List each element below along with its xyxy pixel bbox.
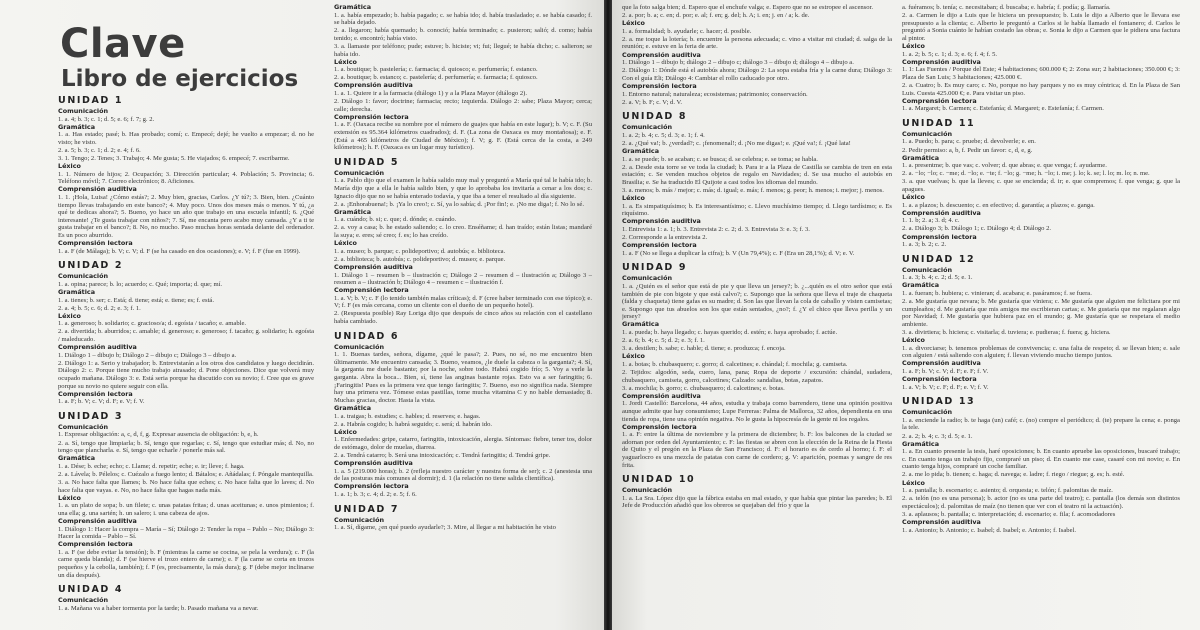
answer-line: 1. a. F (No se llega a duplicar la cifra); b. V (Un 79,4%); c. F (Era un 28,1%); d. V; e. V. (622, 249, 855, 257)
answer-line: 1. Enfermedades: gripe, catarro, faringitis, intoxicación, alergia. Síntomas: fiebre, tener tos, dolor de estómago, dolor de muelas, diarrea. (334, 436, 592, 451)
section-heading: Léxico (58, 162, 81, 171)
answer-line: 1. a. formalidad; b. ayudarle; c. hacer; d. posible. (622, 27, 752, 35)
answer-line: 1. a. cuándo; b. si; c. que; d. dónde; e. cuándo. (334, 216, 457, 224)
answer-line: 1. Entrevista 1: a. 1; b. 3. Entrevista 2: c. 2; d. 3. Entrevista 3: e. 3; f. 3. (622, 225, 810, 233)
answer-line: 3. a. menos; b. más / mejor; c. más; d. igual; e. más; f. menos; g. peor; h. menos; i. mejor; j. menos. (622, 186, 884, 194)
section-heading: Comprensión lectora (622, 81, 697, 90)
answer-line: 1. a. enciende la radio; b. te haga (un) café; c. (no) compre el periódico; d. (te) prepare la cena; e. ponga la tele. (902, 416, 1180, 432)
section-heading: Gramática (58, 454, 96, 463)
answer-line: 1. a. Antonio; b. Antonio; c. Isabel; d. Isabel; e. Antonio; f. Isabel. (902, 526, 1076, 534)
section-heading: Comprensión auditiva (622, 391, 701, 400)
answer-line: 2. a. me toque la lotería; b. encuentre la persona adecuada; c. vino a visitar mi ciudad; d. salga de la reunión; e. estuve en la feria de arte. (622, 35, 892, 51)
answer-line: 2. a. telón (no es una persona); b. actor (no es una parte del teatro); c. pantalla (los demás son distintos espectáculos); d. palomitas de maíz (no tienen que ver con el teatro ni la actuación). (902, 495, 1180, 510)
answer-line: 2. a. Me gustaría que nevara; b. Me gustaría que viniera; c. Me gustaría que alguien me felicitara por mi cumpleaños; d. Me gustaría que mis amigos me escribieran cartas; e. Me gustaría que me regalaran algo por Navidad; f. Me gustaría que hubiera paz en el mundo; g. Me gustaría que se respetara el medio ambiente. (902, 298, 1180, 328)
answer-line: 1. a. 2; b. 5; c. 1; d. 3; e. 6; f. 4; f. 5. (902, 50, 998, 58)
section-heading: Léxico (334, 427, 357, 436)
answer-line: 1. 1: Las Fuentes / Porque del Este; 4 habitaciones; 600.000 €; 2: Zona sur; 2 habitaciones; 350.000 €; 3: Plaza de San Luis; 3 habitaciones; 425.000 €. (902, 66, 1180, 81)
section-heading: Comunicación (622, 274, 673, 283)
section-heading: Léxico (902, 193, 925, 202)
answer-line: 2. a. ¿Qué va!; b. ¿verdad?; c. ¡fenomenal!; d. ¡No me digas!; e. ¡Qué va!; f. ¡Qué lata! (622, 139, 851, 147)
section-heading: Léxico (58, 311, 81, 320)
section-heading: Comunicación (334, 342, 385, 351)
answer-line: 2. a. 5; b. 3; c. 1; d. 2; e. 4; f. 6. (58, 146, 141, 154)
answer-line: 2. Pedir permiso: a, b, f. Pedir un favor: c, d, e, g. (902, 146, 1033, 154)
answer-line: 2. a. Cuatro; b. Es muy caro; c. No, porque no hay parques y no es muy céntrica; d. En la Plaza de San Luis. Cuesta 425.000 €; e. Para visitar un piso. (902, 81, 1180, 97)
answer-line: 1. a. Puedo; b. para; c. pruebe; d. devolverle; e. en. (902, 138, 1036, 146)
section-heading: Comunicación (622, 486, 673, 495)
section-heading: Comprensión auditiva (58, 185, 137, 194)
answer-line: 2. a. boutique; b. estanco; c. pastelería; d. perfumería; e. farmacia; f. quiosco. (334, 74, 538, 82)
section-heading: Comprensión auditiva (334, 262, 413, 271)
answer-line: 1. a. F: entre la última de noviembre y la primera de diciembre; b. F: los balcones de la ciudad se adornan por orden del Ayuntamiento; c. F: las fiestas se abren con la elección de la Reina de la Fiesta de Quito y el pregón en la Plaza de San Francisco; d. F: el horario es de cerdo al horno; f. F: el yaguarlocro es una mezcla de patatas con carne de cordero; g. V: aparición, poemas y sangre de res frita. (622, 431, 892, 469)
section-heading: Comprensión auditiva (902, 208, 981, 217)
answer-line: 1. Expresar obligación: a, c, d, f, g. Expresar ausencia de obligación: b, e, h. (58, 431, 259, 439)
section-heading: Comunicación (58, 596, 109, 605)
answer-line: 1. a. divorciarse; b. tenemos problemas de convivencia; c. una falta de respeto; d. se llevan bien; e. sale con alguien / está saliendo con alguien; f. llevan viviendo mucho tiempo juntos. (902, 344, 1180, 360)
section-heading: Comprensión lectora (58, 540, 133, 549)
unit-heading: UNIDAD 12 (902, 253, 976, 265)
section-heading: Comprensión lectora (334, 482, 409, 491)
answer-line: 2. a. 4; b. 5; c. 6; d. 2; e. 3; f. 1. (58, 304, 141, 312)
unit-heading: UNIDAD 10 (622, 474, 696, 486)
section-heading: Gramática (334, 207, 372, 216)
section-heading: Comprensión lectora (902, 375, 977, 384)
answer-line: 1. a. fueran; b. hubiera; c. vinieran; d. acabara; e. pasáramos; f. se fuera. (902, 290, 1092, 297)
answer-line: 2. Corresponde a la entrevista 2. (622, 234, 708, 242)
section-heading: Comprensión lectora (902, 232, 977, 241)
answer-line: 1. Jordi Castelló: Barcelona, 44 años, estudia y trabaja como barrendero, tiene una opinión positiva aunque admite que hay consumismo; Lupe Ferreras: Palma de Mallorca, 32 años, dependienta en una tienda de ropa, tiene una opinión negativa. No le gusta la hipocresía de la gente ni los regalos. (622, 400, 892, 423)
section-heading: Gramática (902, 281, 940, 290)
unit-heading: UNIDAD 6 (334, 330, 400, 342)
answer-line: 1. a. generoso; b. solidario; c. gracioso/a; d. egoísta / tacaño; e. amable. (58, 320, 247, 328)
answer-line: 1. a. un plato de sopa; b. un filete; c. unas patatas fritas; d. unas aceitunas; e. unos pimientos; f. una ella; g. una sartén; h. un salero; i. una cabeza de ajos. (58, 502, 314, 517)
section-heading: Comunicación (334, 515, 385, 524)
answer-line: 1. a. Margaret; b. Carmen; c. Estefanía; d. Margaret; e. Estefanía; f. Carmen. (902, 105, 1104, 113)
answer-line: 2. Diálogo 1: Dónde está el autobús ahora; Diálogo 2: La sopa estaba fría y la carne dura; Diálogo 3: Con el guía Eli; Diálogo 4: Cambiar el rollo caducado por otro. (622, 67, 892, 82)
answer-line: 1. a. Sí, dígame, ¿en qué puedo ayudarle?; 3. Mire, al llegar a mi habitación he visto (334, 524, 556, 532)
answer-line: 1. a. Has estado; pasé; b. Has probado; comí; c. Empecé; dejé; he vuelto a empezar; d. no he visto; he visto. (58, 131, 314, 146)
answer-line: 1. 1. Número de hijos; 2. Ocupación; 3. Dirección particular; 4. Población; 5. Provincia; 6. Teléfono móvil; 7. Correo electrónico; 8. Aficiones. (58, 170, 314, 186)
answer-line: 1. a. La Sra. López dijo que la fábrica estaba en mal estado, y que había que pintar las paredes; b. El Jefe de Producción añadió que los obreros se quejaban del frío y que la (622, 494, 892, 510)
answer-line: 2. a. voy a casa; b. he estado saliendo; c. lo creo. Enséñame; d. han traído; están listas; mandaré la suya; e. eres; sé creo; f. es; lo has creído. (334, 224, 592, 240)
section-heading: Comunicación (902, 129, 953, 138)
answer-line: 1. a. tienes; b. ser; c. Está; d. tiene; está; e. tiene; es; f. está. (58, 296, 214, 304)
section-heading: Comprensión auditiva (622, 217, 701, 226)
answer-line: 2. a. −lo; −lo; c. −me; d. −lo; e. −te; f. −lo; g. −me; h. −lo; i. me; j. lo; k. se; l. lo; m. lo; n. me. (902, 170, 1150, 178)
book-gutter (604, 0, 612, 630)
answer-line: 3. a. mochila; b. gorro; c. chubasquero; d. calcetines; e. botas. (622, 384, 785, 392)
unit-heading: UNIDAD 9 (622, 262, 688, 274)
unit-heading: UNIDAD 11 (902, 117, 976, 129)
section-heading: Comunicación (902, 408, 953, 417)
section-heading: Gramática (58, 287, 96, 296)
section-heading: Comunicación (334, 168, 385, 177)
answer-line: 3. 1. Tengo; 2. Tenes; 3. Trabajo; 4. Me gusta; 5. He viajados; 6. empecé; 7. escribarme. (58, 155, 290, 163)
answer-line: 3. a. divirtiera; b. hiciera; c. visitarla; d. tuviera; e. pudieras; f. fuera; g. hiciera. (902, 328, 1111, 336)
answer-column-4 (902, 4, 1180, 630)
answer-line: 1. 1. b; 2. a; 3. d; 4. c. (902, 217, 960, 225)
section-heading: Gramática (334, 403, 372, 412)
section-heading: Comprensión auditiva (622, 50, 701, 59)
answer-line: 1. a. 3; b. 2; c. 2. (902, 241, 947, 249)
answer-line: 3. a. destilen; b. sabe; c. hable; d. tiene; e. produzca; f. encoja. (622, 345, 786, 353)
answer-line: que la foto salga bien; d. Espero que el enchufe valga; e. Espero que no se estropee el ascensor. (622, 4, 874, 11)
section-heading: Léxico (902, 478, 925, 487)
answer-line: 1. a. Dése; b. eche; echo; c. Llame; d. repetir; eche; e. ir; lleve; f. haga. (58, 462, 245, 470)
answer-line: 2. a. 6; b. 4; c. 5; d. 2; e. 3; f. 1. (622, 337, 705, 345)
answer-line: 2. a. Tendrá catarro; b. Será una intoxicación; c. Tendrá faringitis; d. Tendrá gripe. (334, 451, 551, 459)
section-heading: Léxico (622, 194, 645, 203)
answer-line: 2. a. V; b. F; c. V; d. V. (622, 98, 683, 106)
section-heading: Comunicación (58, 107, 109, 115)
section-heading: Comprensión auditiva (902, 57, 981, 66)
answer-line: 1. a. 3; b. 4; c. 2; d. 5; e. 1. (902, 274, 973, 282)
section-heading: Gramática (902, 439, 940, 448)
unit-heading: UNIDAD 3 (58, 410, 124, 422)
answer-line: 2. a. Habrás cogido; b. habrá seguido; c. será; d. habrán ido. (334, 420, 493, 428)
unit-heading: UNIDAD 1 (58, 95, 124, 106)
section-heading: Léxico (334, 239, 357, 248)
section-heading: Comprensión lectora (622, 422, 697, 431)
answer-line: a. fuéramos; b. tenía; c. necesitaban; d. buscaba; e. habría; f. podía; g. llamaría. (902, 4, 1111, 11)
section-heading: Léxico (334, 57, 357, 66)
answer-line: 1. a. V; b. V; c. F (lo tenido también malas críticas); d. F (cree haber terminado con ese tópico); e. V; f. F (es más cercana, como un cliente con el dueño de un pequeño hotel). (334, 294, 592, 310)
section-heading: Gramática (334, 4, 372, 11)
section-heading: Comunicación (58, 422, 109, 431)
answer-line: 1. a. museo; b. parque; c. polideportivo; d. autobús; e. biblioteca. (334, 247, 506, 255)
answer-line: 1. a. a plazos; b. descuento; c. en efectivo; d. garantía; a plazos; e. ganga. (902, 201, 1095, 209)
unit-heading: UNIDAD 4 (58, 584, 124, 596)
answer-line: 2. a. llegaron; había quemado; b. conoció; había terminado; c. pusieron; salió; d. como; había tenido; e. encontró; había visto. (334, 27, 592, 42)
answer-column-3 (622, 4, 892, 630)
answer-column-1 (58, 90, 314, 630)
answer-line: 1. a. opina; parece; b. lo; acuerdo; c. Qué; importa; d. que; mí. (58, 280, 223, 288)
answer-line: 2. a. Desde esta torre se ve toda la ciudad; b. Para ir a la Plaza de Castilla se cambia de tren en esta estación; c. Se venden muchos objetos de regalo en Navidades; d. Se usa mucho el autobús en Brasilia; e. Se ha traducido El Quijote a casi todos los idiomas del mundo. (622, 163, 892, 186)
unit-heading: UNIDAD 13 (902, 396, 976, 408)
section-heading: Comprensión lectora (58, 239, 133, 248)
section-heading: Comprensión lectora (58, 389, 133, 398)
answer-line: 1. a. pantalla; b. escenario; c. asiento; d. orquesta; e. telón; f. palomitas de maíz. (902, 487, 1113, 495)
answer-column-2 (334, 4, 592, 630)
answer-line: 2. a. Diálogo 3; b. Diálogo 1; c. Diálogo 4; d. Diálogo 2. (902, 225, 1052, 233)
page-title: Clave (60, 21, 186, 67)
section-heading: Comprensión auditiva (58, 517, 137, 525)
unit-heading: UNIDAD 7 (334, 503, 400, 515)
answer-line: 2. a. Carmen le dijo a Luis que le hiciera un presupuesto; b. Luis le dijo a Alberto que le llevara ese presupuesto a la clienta; c. Alberto le preguntó a Carlos si le había llamado el fontanero; d. Carlos le preguntó a Sonia cuánto le habían costado las obras; e. Sonia le dijo a Carmen que le pidiera una factura al pintor. (902, 12, 1180, 42)
unit-heading: UNIDAD 8 (622, 111, 688, 123)
answer-line: 1. a. F; b. V; c. V; d. F; e. F; f. V. (902, 367, 989, 375)
section-heading: Léxico (58, 493, 81, 502)
answer-line: 2. a. biblioteca; b. autobús; c. polideportivo; d. museo; e. parque. (334, 255, 506, 263)
answer-line: 2. a. Lávela; b. Pélelos; c. Cuézalo a fuego lento; d. Bátalos; e. Añádalas; f. Póngale mantequilla. (58, 470, 314, 478)
answer-line: 1. a. V; b. V; c. F; d. F; e. V; f. V. (902, 383, 989, 391)
section-heading: Gramática (58, 122, 96, 131)
section-heading: Gramática (622, 320, 660, 329)
section-heading: Comprensión auditiva (902, 359, 981, 368)
answer-line: 2. (Respuesta posible) Ray Loriga dijo que después de cinco años su relación con el castellano había cambiado. (334, 310, 592, 326)
unit-heading: UNIDAD 5 (334, 156, 400, 168)
answer-line: 1. a. traigas; b. estudies; c. hables; d. reserves; e. hagas. (334, 412, 481, 420)
answer-line: 1. a. presentme; b. que vas; c. volver; d. que abras; e. que venga; f. ayudarme. (902, 162, 1107, 170)
answer-line: 1. a. 1; b. 3; c. 4; d. 2; e. 5; f. 6. (334, 490, 417, 498)
section-heading: Gramática (622, 147, 660, 155)
answer-line: 1. a. ¿Quién es el señor que está de pie y que lleva un jersey?; b. ¿...quién es el otro señor que está también de pie con bigote y que está calvo?; c. Supongo que la señora que lleva el traje de chaqueta (falda y chaqueta) tiene gafas es su madre; d. Son las que llevan la cola de caballo y visten camisetas; e. Supongo que tus abuelos son los que están sentados, ¿no?; f. ¿Y el chico que lleva perilla y un jersey? (622, 282, 892, 321)
answer-line: 1. Entorno natural; naturaleza; ecosistemas; patrimonio; conservación. (622, 90, 808, 98)
section-heading: Comprensión lectora (622, 241, 697, 250)
right-page (612, 0, 1200, 630)
answer-line: 1. a. Mañana va a haber tormenta por la tarde; b. Pasado mañana va a nevar. (58, 604, 259, 612)
answer-line: 1. a. se puede; b. se acaban; c. se busca; d. se celebra; e. se toma; se habla. (622, 155, 818, 163)
answer-line: 1. 1. Buenas tardes, señora, dígame, ¿qué le pasa?; 2. Pues, no sé, no me encuentro bien últimamente. Me encuentro cansada; 3. Bueno, veamos, ¿le duele la cabeza o la garganta?; 4. Sí, la garganta me duele bastante; por la noche, sobre todo. Habrá cogido frío; 5. Voy a verle la garganta. Abra la boca... Bien, sí, tiene las anginas bastante rojas. Esto va a ser faringitis; 6. ¡Faringitis! Pues es la primera vez que tengo faringitis; 7. Bueno, eso no significa nada. Siempre hay una primera vez. Tómese estas pastillas, tome mucha vitamina C y no hable demasiado; 8. Muchas gracias, doctor. Hasta la vista. (334, 351, 592, 404)
answer-line: 3. a. llamaste por teléfono; pude; estuve; b. hiciste; vi; fui; llegué; te había dicho; c. salieron; se había ido. (334, 42, 592, 58)
answer-line: 1. a. 4; b. 3; c. 1; d. 5; e. 6; f. 7; g. 2. (58, 115, 155, 123)
answer-line: 1. 1. ¡Hola, Luisa! ¿Cómo estás?; 2. Muy bien, gracias, Carlos. ¿Y tú?; 3. Bien, bien. ¿Cuánto tiempo llevas trabajando en este banco?; 4. Muy poco. Unos dos meses más o menos. Y tú, ¿a qué te dedicas ahora?; 5. Bueno, yo hace un año que trabajo en una escuela infantil; 6. ¿Qué interesante! ¿Te gusta trabajar con niños?; 7. Sí, me encanta pero acabo muy cansada. ¿Y a ti te gusta trabajar en el banco?; 8. No, no mucho. Paso muchas horas sentada delante del ordenador. Es un poco aburrido. (58, 194, 314, 239)
section-heading: Comunicación (622, 123, 673, 132)
page-subtitle: Libro de ejercicios (61, 66, 299, 92)
answer-line: 2. a. ¡Enhorabuena!; b. ¡Ya lo creo!; c. Sí, ya lo sabía; d. ¡Por fin!; e. ¡No me diga!; f. No lo sé. (334, 200, 585, 208)
answer-line: 1. a. había empezado; b. había pagado; c. se había ido; d. había trasladado; e. se había casado; f. se había dejado. (334, 11, 592, 27)
section-heading: Léxico (622, 19, 645, 28)
answer-line: 1. Diálogo 1 – dibujo b; diálogo 2 – dibujo c; diálogo 3 – dibujo d; diálogo 4 – dibujo a. (622, 59, 854, 67)
section-heading: Léxico (902, 336, 925, 345)
answer-line: 1. a. botas; b. chubasquero; c. gorro; d. calcetines; e. chándal; f. mochila; g. camiseta. (622, 360, 848, 368)
answer-line: 3. a. aplausos; b. pantalla; c. interpretación; d. escenario; e. fila; f. acomodadores (902, 510, 1116, 518)
section-heading: Comprensión lectora (334, 112, 409, 121)
answer-line: 2. Tejidos: algodón, seda, cuero, lana, pana; Ropa de deporte / excursión: chándal, sudadera, chubasquero, camiseta, gorro, calcetines; Calzado: sandalias, botas, zapatos. (622, 368, 892, 384)
answer-line: 1. a. Es simpatiquísimo; b. Es interesantísimo; c. Llevo muchísimo tiempo; d. Llego tardísimo; e. Es riquísimo. (622, 202, 892, 218)
section-heading: Comprensión auditiva (334, 81, 413, 90)
answer-line: 2. a. Sí, tengo que limpiarla; b. Sí, tengo que regarlas; c. Sí, tengo que estudiar más; d. No, no tengo que plancharla. e. Sí, tengo que echarle / ponerle más sal. (58, 439, 314, 455)
answer-line: 1. a. F. (Oaxaca recibe su nombre por el número de guajes que había en este lugar); b. V; c. F. (Su extensión es 95.364 kilómetros cuadrados); d. F. (La zona de Oaxaca es muy montañosa); e. F. (Está a 465 kilómetros de Ciudad de México); f. V; g. F. (Está cerca de la costa, a 249 kilómetros); h. F. (Oaxaca es un lugar muy turístico). (334, 121, 592, 152)
section-heading: Gramática (902, 153, 940, 162)
answer-line: 1. Diálogo 1 – resumen b – ilustración c; Diálogo 2 – resumen d – ilustración a; Diálogo 3 – resumen a – ilustración b; Diálogo 4 – resumen c – ilustración f. (334, 271, 592, 287)
answer-line: 3. a. No hace falta que llames; b. No hace falta que eches; c. No hace falta que lo laves; d. No hace falta que vayas. e. No, no hace falta que hagas nada más. (58, 479, 314, 494)
section-heading: Comprensión auditiva (902, 518, 981, 527)
answer-line: 2. a. por; b. a; c. en; d. por; e. al; f. en; g. del; h. A; i. en; j. en / a; k. de. (622, 12, 810, 20)
answer-line: 2. Diálogo 1: favor; doctrine; farmacia; recto; izquierda. Diálogo 2: sabe; Plaza Mayor; cerca; calle; derecha. (334, 98, 592, 113)
answer-line: 1. Diálogo 1 – dibujo b; Diálogo 2 – dibujo c; Diálogo 3 – dibujo a. (58, 351, 237, 359)
section-heading: Comprensión lectora (902, 96, 977, 105)
section-heading: Comprensión auditiva (334, 459, 413, 468)
answer-line: 1. a. F (de Málaga); b. V; c. V; d. F (se ha casado en dos ocasiones); e. V; f. F (fue en 1999). (58, 247, 301, 255)
answer-line: 1. a. Pablo dijo que el examen le había salido muy mal y preguntó a María qué tal le había ido; b. María dijo que a ella le había salido bien, y que lo aprobaba los invitaría a cenar a los dos; c. Ignacio dijo que no se había enterado todavía, y que iba a tener el resultado al día siguiente. (334, 177, 592, 200)
answer-line: 2. a. divertida; b. aburridos; c. amable; d. generoso; e. generoso; f. tacaño; g. solidario; h. egoísta / maleducado. (58, 328, 314, 344)
section-heading: Léxico (622, 352, 645, 361)
answer-line: 1. a. 2; b. 4; c. 5; d. 3; e. 1; f. 4. (622, 131, 705, 139)
answer-line: 1. a. boutique; b. pastelería; c. farmacia; d. quiosco; e. perfumería; f. estanco. (334, 66, 538, 74)
unit-heading: UNIDAD 2 (58, 260, 124, 272)
answer-line: 1. a. 5 (219.000 horas); b. 2 (refleja nuestro carácter y nuestra forma de ser); c. 2 (anestesia una de las posturas más comunes al dormir); d. 1 (la relación no tiene salida clientífica). (334, 467, 592, 483)
answer-line: 1. Diálogo 1: Hacer la compra – María – Sí; Diálogo 2: Tender la ropa – Pablo – No; Diálogo 3: Hacer la comida – Pablo – Sí. (58, 525, 314, 541)
answer-line: 1. a. F (se debe evitar la tensión); b. F (mientras la carne se cocina, se pela la verdura); c. F (la carne queda blanda); d. F (se hierve el trozo entero de carne); e. F (la carne se corta en trozos pequeños y la cebolla, también); f. F (es, precisamente, la más dura); g. F (debe mejor inclinarse un día después). (58, 548, 314, 579)
answer-line: 2. a. me lo pida; b. tienen; c. haga; d. navega; e. ladre; f. riego / riegue; g. es; h. esté. (902, 471, 1125, 479)
answer-line: 2. a. 2; b. 4; c. 3; d. 5; e. 1. (902, 432, 973, 440)
section-heading: Comunicación (58, 272, 109, 281)
section-heading: Comprensión auditiva (58, 343, 137, 352)
answer-line: 1. a. En cuanto presente la tesis, haré oposiciones; b. En cuanto apruebe las oposiciones, buscaré trabajo; c. En cuanto tenga un trabajo fijo, compraré un piso; d. En cuanto me case, casaré con mi novio; e. En cuanto tenga hijos, compraré un coche familiar. (902, 448, 1180, 471)
answer-line: 2. Diálogo 1: a. Serio y trabajador; b. Entrevistarán a los otros dos candidatos y luego decidirán. Diálogo 2: c. Porque tiene mucho trabajo atrasado; d. Pone objeciones. Dice que volverá muy ocupado mañana. Diálogo 3: e. Está seria porque ha discutido con su novio; f. Cree que es grave porque su novio no quiere seguir con ella. (58, 359, 314, 390)
answer-line: 1. a. 1. Quiere ir a la farmacia (diálogo 1) y a la Plaza Mayor (diálogo 2). (334, 90, 527, 98)
section-heading: Comprensión lectora (334, 286, 409, 295)
answer-line: 3. a. que vuelvas; b. que la lleves; c. que se encienda; d. ir; e. que compremos; f. que venga; g. que la apagues. (902, 178, 1180, 193)
answer-line: 1. a. F; b. V; c. V; d. F; e. V; f. V. (58, 398, 145, 406)
section-heading: Comunicación (902, 265, 953, 274)
answer-line: 1. a. pueda; b. haya llegado; c. hayas querido; d. estén; e. haya aprobado; f. actúe. (622, 328, 838, 336)
section-heading: Léxico (902, 41, 925, 50)
